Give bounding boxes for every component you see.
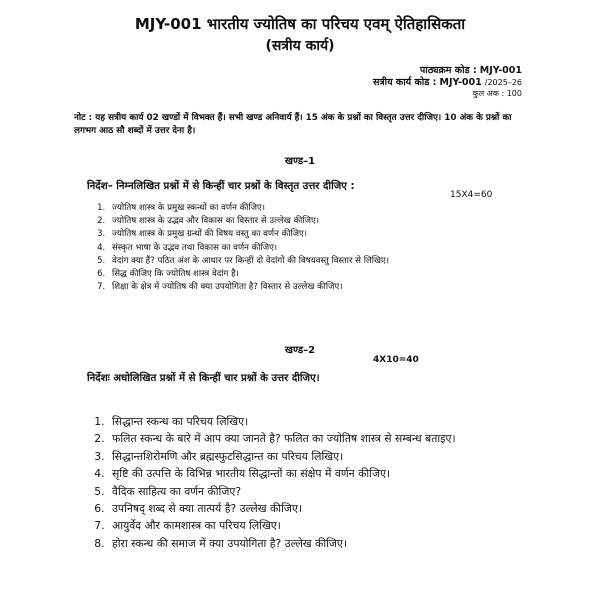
total-marks-line xyxy=(473,88,522,99)
section-2-marks: 4X10=40 xyxy=(373,355,419,365)
question-item: 6. सिद्ध कीजिए कि ज्योतिष शास्त्र वेदांग है। xyxy=(108,268,528,281)
question-item: 2. ज्योतिष शास्त्र के उद्भव और विकास का विस्तार से उल्लेख कीजिए। xyxy=(108,215,528,228)
question-item: 2. फलित स्कन्ध के बारे में आप क्या जानते है? फलित का ज्योतिष शास्त्र से सम्बन्ध बताइए। xyxy=(108,430,538,447)
total-marks-label: कुल अंक : xyxy=(472,89,505,98)
question-item: 8. होरा स्कन्ध की समाज में क्या उपयोगिता है? उल्लेख कीजिए। xyxy=(108,535,538,552)
course-code-value: MJY-001 xyxy=(479,65,522,76)
section-2-heading: खण्ड–2 xyxy=(284,345,316,356)
question-item: 1. सिद्धान्त स्कन्ध का परिचय लिखिए। xyxy=(108,413,538,430)
assignment-code-value: MJY-001 xyxy=(439,77,482,88)
section-1-marks: 15X4=60 xyxy=(450,190,493,200)
section-1-instruction: निर्देश– निम्नलिखित प्रश्नों में से किन्हीं चार प्रश्नों के विस्तृत उत्तर दीजिए : xyxy=(87,181,355,192)
section-1-heading: खण्ड–1 xyxy=(284,156,316,167)
assignment-code-line xyxy=(373,75,522,88)
question-item: 5. वेदांग क्या हैं? पठित अंश के आधार पर किन्हीं दो वेदांगों की विषयवस्तु विस्तार से लिखिए। xyxy=(108,255,528,268)
question-item: 6. उपनिषद् शब्द से क्या तात्पर्य है? उल्लेख कीजिए। xyxy=(108,500,538,517)
instructions-note: नोट : यह सत्रीय कार्य 02 खण्डों में विभक्त हैं। सभी खण्ड अनिवार्य हैं। 15 अंक के प्रश्नों का विस्तृत उत्तर दीजिए। 10 अंक के प्रश्नों का लगभग आठ सौ शब्दों में उत्तर देना है। xyxy=(74,113,512,136)
question-item: 3. ज्योतिष शास्त्र के प्रमुख ग्रन्थों की विषय वस्तु का वर्णन कीजिए। xyxy=(108,228,528,241)
session-value: /2025–26 xyxy=(484,78,522,87)
total-marks-value: 100 xyxy=(506,89,522,98)
question-item: 4. सृष्टि की उत्पत्ति के विभिन्न भारतीय सिद्धान्तों का संक्षेप में वर्णन कीजिए। xyxy=(108,465,538,482)
question-item: 5. वैदिक साहित्य का वर्णन कीजिए? xyxy=(108,483,538,500)
question-item: 4. संस्कृत भाषा के उद्भव तथा विकास का वर्णन कीजिए। xyxy=(108,242,528,255)
document-subtitle: (सत्रीय कार्य) xyxy=(265,38,335,54)
section-1-question-list xyxy=(88,202,528,294)
question-item: 3. सिद्धान्तशिरोमणि और ब्रह्मस्फुटसिद्धान्त का परिचय लिखिए। xyxy=(108,448,538,465)
document-title: MJY-001 भारतीय ज्योतिष का परिचय एवम् ऐतिहासिकता xyxy=(134,15,466,33)
question-item: 1. ज्योतिष शास्त्र के प्रमुख स्कन्धों का वर्णन कीजिए। xyxy=(108,202,528,215)
course-code-label: पाठ्यक्रम कोड : xyxy=(419,65,477,76)
section-2-instruction: निर्देशः अधोलिखित प्रश्नों में से किन्हीं चार प्रश्नों के उत्तर दीजिए। xyxy=(87,373,320,384)
assignment-code-label: सत्रीय कार्य कोड : xyxy=(372,77,437,88)
question-item: 7. आयुर्वेद और कामशास्त्र का परिचय लिखिए। xyxy=(108,517,538,534)
section-2-question-list xyxy=(88,413,538,552)
question-item: 7. शिक्षा के क्षेत्र में ज्योतिष की क्या उपयोगिता है? विस्तार से उल्लेख कीजिए। xyxy=(108,281,528,294)
